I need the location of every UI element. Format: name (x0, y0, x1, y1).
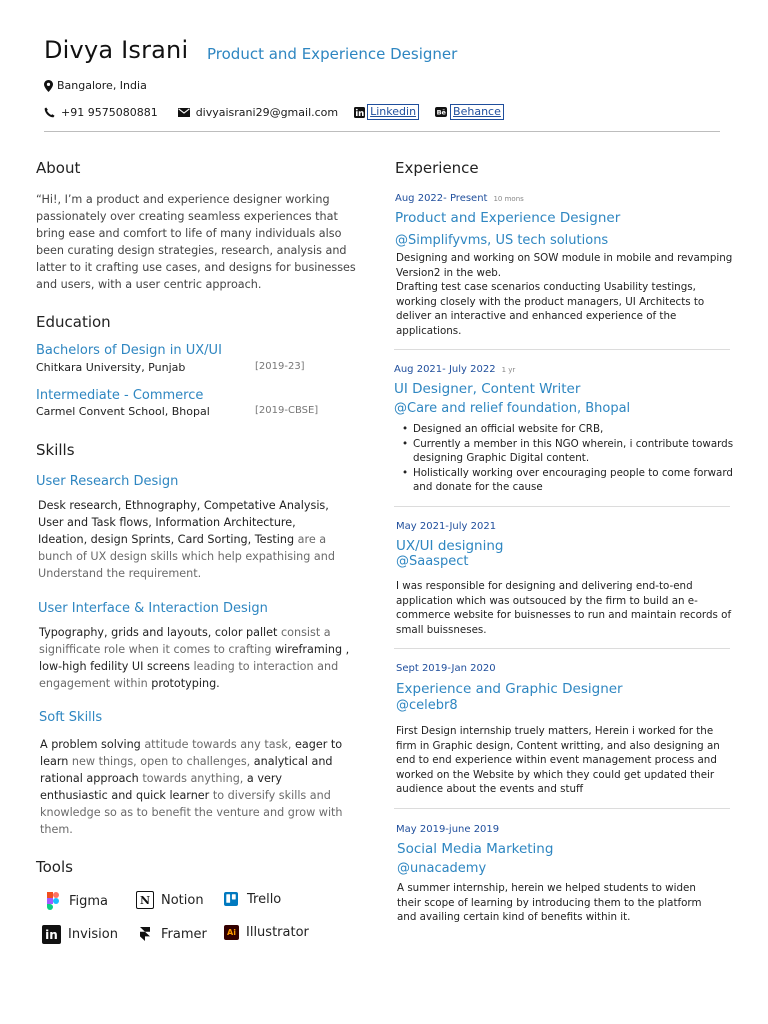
job-1-line-1: Designing and working on SOW module in mobile and revamping Version2 in the web. (396, 252, 733, 279)
linkedin-icon (354, 107, 365, 118)
tool-label: Trello (247, 891, 282, 907)
job-4-description: First Design internship truely matters, Herein i worked for the firm in Graphic design, Content writting, and also designing an end to end experience within event management process and worked on the Website by which they could get updated their audience about the events and stuff (396, 725, 720, 796)
job-4-date: Sept 2019-Jan 2020 (396, 663, 496, 674)
job-1-company: @Simplifyvms, US tech solutions (395, 233, 609, 248)
skill-3-part-8: to diversify skills and knowledge so as to benefit the venture and grow with them. (40, 789, 343, 836)
skill-3-part-7: a very enthusiastic and quick learner (40, 772, 283, 802)
email-text[interactable]: divyaisrani29@gmail.com (195, 105, 339, 119)
edu-school-1: Chitkara University, Punjab (36, 361, 186, 374)
job-2-title: UI Designer, Content Writer (394, 381, 581, 397)
phone (44, 106, 158, 119)
job-1-title: Product and Experience Designer (395, 210, 621, 226)
list-item: • Designed an official website for CRB, (396, 422, 736, 437)
framer-icon (136, 925, 154, 943)
job-divider (394, 506, 730, 507)
job-2-company: @Care and relief foundation, Bhopal (394, 401, 631, 416)
job-2-date (394, 364, 515, 375)
phone-text: +91 9575080881 (61, 105, 158, 119)
tool-invision (42, 925, 118, 944)
edu-years-1: [2019-23] (255, 361, 305, 372)
tool-figma (44, 892, 108, 910)
job-3-title: UX/UI designing (396, 538, 504, 554)
header-divider (44, 131, 720, 132)
skill-2-part-4: leading to interaction and engagement within (39, 660, 339, 690)
mail-icon (178, 108, 190, 117)
skill-group-title-1: User Research Design (36, 474, 179, 489)
job-1-description (396, 251, 736, 339)
job-5-title: Social Media Marketing (397, 841, 554, 857)
linkedin (354, 104, 419, 120)
tool-label: Invision (68, 927, 118, 942)
skill-group-text-2 (39, 624, 351, 692)
edu-school-2: Carmel Convent School, Bhopal (36, 405, 210, 418)
skills-heading: Skills (36, 441, 75, 459)
job-5-company: @unacademy (397, 861, 487, 876)
job-1-date-text: Aug 2022- Present (395, 193, 488, 204)
job-1-duration: 10 mons (493, 195, 524, 203)
job-divider (394, 648, 730, 649)
contact-row (44, 104, 520, 120)
skill-group-1-rest: are a bunch of UX design skills which help expathising and Understand the requirement. (38, 533, 335, 580)
job-2-description (396, 422, 736, 495)
skill-2-part-2: consist a signifficate role when it comes to crafting (39, 626, 331, 656)
job-4-title: Experience and Graphic Designer (396, 681, 623, 697)
skill-3-part-6: towards anything, (138, 772, 247, 785)
job-3-date: May 2021-July 2021 (396, 521, 497, 532)
job-1-date (395, 193, 524, 204)
tool-framer (136, 925, 207, 943)
job-2-date-text: Aug 2021- July 2022 (394, 364, 496, 375)
skill-2-part-5: prototyping. (151, 677, 220, 690)
skill-group-text-1 (38, 497, 346, 582)
svg-text:Bē: Bē (436, 108, 447, 117)
list-item: • Currently a member in this NGO wherein, i contribute towards designing Graphic Digital content. (396, 437, 736, 466)
tool-label: Figma (69, 893, 109, 909)
skill-3-part-1: A problem solving (40, 738, 141, 751)
skill-3-part-2: attitude towards any task, (140, 738, 295, 751)
tool-label: Framer (161, 926, 207, 942)
location (44, 79, 147, 92)
job-5-description: A summer internship, herein we helped students to widen their scope of learning by introducing them to the platform and availing certain kind of benefits within it. (397, 882, 702, 924)
invision-icon: in (42, 925, 61, 944)
email (178, 106, 338, 119)
list-item: • Holistically working over encouraging people to come forward and donate for the cause (396, 466, 736, 495)
notion-icon: N (136, 891, 154, 909)
skill-2-part-1: Typography, grids and layouts, color pallet (39, 626, 278, 639)
figma-icon (44, 892, 62, 910)
phone-icon (44, 107, 55, 118)
location-text: Bangalore, India (57, 79, 147, 92)
tool-trello (222, 890, 281, 908)
behance-link[interactable]: Behance (450, 104, 504, 120)
tools-heading: Tools (36, 858, 73, 876)
tool-notion (136, 891, 204, 909)
skill-3-part-5: analytical and rational approach (40, 755, 333, 785)
candidate-name: Divya Israni (44, 36, 189, 64)
tool-label: Notion (161, 892, 204, 908)
skill-3-part-4: new things, open to challenges, (68, 755, 254, 768)
job-3-description: I was responsible for designing and delivering end-to-end application which was outsouced by the firm to build an e-commerce website for buisnesses to run and maintain records of small buissneses. (396, 580, 732, 636)
linkedin-link[interactable]: Linkedin (367, 104, 419, 120)
skill-group-title-3: Soft Skills (39, 710, 103, 725)
job-divider (394, 349, 730, 350)
job-4-company: @celebr8 (396, 698, 458, 713)
job-divider (394, 808, 730, 809)
job-1-line-2: Drafting test case scenarios conducting Usability testings, working closely with the product managers, UI Architects to deliver an interactive and enhanced experience of the applications. (396, 281, 705, 337)
about-heading: About (36, 159, 81, 177)
map-pin-icon (44, 80, 53, 92)
illustrator-icon: Ai (224, 925, 239, 940)
tool-label: Illustrator (246, 925, 309, 940)
skill-3-part-3: eager to learn (40, 738, 343, 768)
edu-degree-1: Bachelors of Design in UX/UI (36, 343, 222, 358)
trello-icon (222, 890, 240, 908)
tool-illustrator (224, 925, 309, 940)
behance-icon (435, 107, 447, 117)
job-5-date: May 2019-june 2019 (396, 824, 500, 835)
skill-group-title-2: User Interface & Interaction Design (38, 601, 268, 616)
education-heading: Education (36, 313, 111, 331)
skill-2-part-3: wireframing , low-high fedility UI screens (39, 643, 350, 673)
candidate-role: Product and Experience Designer (207, 45, 458, 63)
skill-group-1-keywords: Desk research, Ethnography, Competative Analysis, User and Task flows, Information Architecture, Ideation, design Sprints, Card Sorting, Testing (38, 499, 329, 546)
job-3-company: @Saaspect (396, 554, 469, 569)
about-text: “Hi!, I’m a product and experience designer working passionately over creating seamless experiences that bring ease and comfort to life of many individuals also been curating design strategies, research, analysis and latter to it crafting use cases, and designs for businesses and users, with a user centric approach. (36, 193, 356, 291)
behance (435, 104, 504, 120)
edu-degree-2: Intermediate - Commerce (36, 388, 204, 403)
edu-years-2: [2019-CBSE] (255, 405, 319, 416)
experience-heading: Experience (395, 159, 479, 177)
skill-group-text-3 (40, 736, 350, 838)
job-2-duration: 1 yr (501, 366, 516, 374)
